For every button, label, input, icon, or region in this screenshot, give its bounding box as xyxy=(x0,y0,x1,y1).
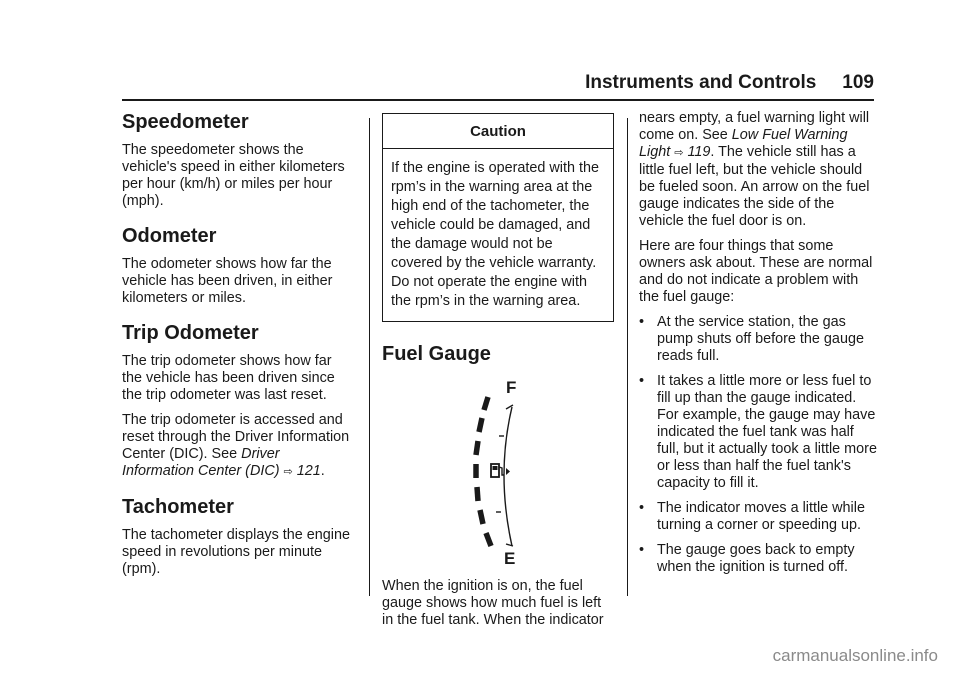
gauge-tick-5 xyxy=(477,487,478,501)
dic-reference-link[interactable]: Driver Information Center (DIC) xyxy=(122,446,280,479)
fuel-gauge-scale-arc xyxy=(504,407,512,546)
caution-text: If the engine is operated with the rpm’s in the warning area at the high end of the tachometer, the vehicle could be damaged, and the damage would not be covered by the vehicle warranty. Do not operate the engine with the rpm’s in the warning area. xyxy=(391,160,600,309)
header-rule xyxy=(122,99,874,101)
column-1 xyxy=(122,110,354,586)
page-header xyxy=(0,72,874,94)
list-item-text: It takes a little more or less fuel to fill up than the gauge indicated. For example, the gauge may have indicated the fuel tank was half full, but it actually took a little more or less than half the fuel tank's capacity to fill it. xyxy=(657,373,877,491)
trip-odometer-text-2-prefix: The trip odometer is accessed and reset through the Driver Information Center (DIC). See xyxy=(122,412,350,462)
trip-odometer-text-2 xyxy=(122,412,354,481)
list-item-text: At the service station, the gas pump shuts off before the gauge reads full. xyxy=(657,314,864,364)
gauge-full-label: F xyxy=(506,378,517,397)
bullet-marker: • xyxy=(639,314,645,330)
fuel-gauge-outer-ticks xyxy=(476,397,491,546)
fuel-warning-text xyxy=(639,110,877,230)
trip-odometer-heading: Trip Odometer xyxy=(122,322,259,344)
bullet-marker: • xyxy=(639,542,645,558)
caution-box xyxy=(382,113,614,322)
column-divider-2 xyxy=(627,118,628,596)
gauge-empty-label: E xyxy=(504,549,516,564)
gauge-tick-6 xyxy=(480,510,483,524)
fuel-warning-text-suffix: . The vehicle still has a little fuel left, but the vehicle should be fueled soon. An arrow on the fuel gauge indicates the side of the vehicle the fuel door is on. xyxy=(639,144,870,229)
low-fuel-warning-link[interactable]: Low Fuel Warning Light xyxy=(639,127,848,160)
page-number: 109 xyxy=(842,72,874,93)
column-divider-1 xyxy=(369,118,370,596)
list-item xyxy=(639,542,877,576)
list-item-text: The gauge goes back to empty when the ignition is turned off. xyxy=(657,542,855,575)
list-item xyxy=(639,500,877,534)
owners-questions-text: Here are four things that some owners ask about. These are normal and do not indicate a problem with the fuel gauge: xyxy=(639,238,873,305)
fuel-gauge-text: When the ignition is on, the fuel gauge shows how much fuel is left in the fuel tank. When the indicator xyxy=(382,578,604,628)
section-title: Instruments and Controls xyxy=(585,72,817,93)
list-item xyxy=(639,314,877,365)
fuel-gauge-inner-ticks xyxy=(496,436,504,512)
column-3 xyxy=(639,110,877,584)
odometer-text: The odometer shows how far the vehicle has been driven, in either kilometers or miles. xyxy=(122,256,333,306)
gauge-tick-2 xyxy=(479,418,482,432)
gauge-tick-3 xyxy=(476,441,478,455)
fuel-door-arrow-icon xyxy=(506,468,510,475)
fuel-gauge-svg xyxy=(382,374,612,564)
low-fuel-warning-page[interactable]: 119 xyxy=(687,144,711,160)
tachometer-heading: Tachometer xyxy=(122,496,234,518)
column-2 xyxy=(382,113,614,637)
list-item-text: The indicator moves a little while turning a corner or speeding up. xyxy=(657,500,865,533)
watermark: carmanualsonline.info xyxy=(772,646,938,665)
fuel-gauge-illustration xyxy=(382,374,612,564)
trip-odometer-text-1: The trip odometer shows how far the vehicle has been driven since the trip odometer was last reset. xyxy=(122,353,335,403)
caution-title: Caution xyxy=(383,114,613,149)
speedometer-heading: Speedometer xyxy=(122,111,249,133)
list-item xyxy=(639,373,877,492)
dic-reference-page[interactable]: 121 xyxy=(296,463,321,479)
fuel-pump-icon xyxy=(491,464,504,477)
tachometer-text: The tachometer displays the engine speed in revolutions per minute (rpm). xyxy=(122,527,350,577)
speedometer-text: The speedometer shows the vehicle's speed in either kilometers per hour (km/h) or miles per hour (mph). xyxy=(122,142,345,209)
bullet-marker: • xyxy=(639,500,645,516)
page-reference-arrow-icon: ⇨ xyxy=(283,466,293,478)
fuel-warning-text-prefix: nears empty, a fuel warning light will come on. See xyxy=(639,110,870,143)
page-reference-arrow-icon: ⇨ xyxy=(674,147,684,159)
fuel-gauge-heading: Fuel Gauge xyxy=(382,343,491,365)
gauge-tick-7 xyxy=(486,533,491,546)
odometer-heading: Odometer xyxy=(122,225,217,247)
trip-odometer-text-2-suffix: . xyxy=(320,463,325,479)
bullet-marker: • xyxy=(639,373,645,389)
gauge-tick-1 xyxy=(484,397,488,410)
